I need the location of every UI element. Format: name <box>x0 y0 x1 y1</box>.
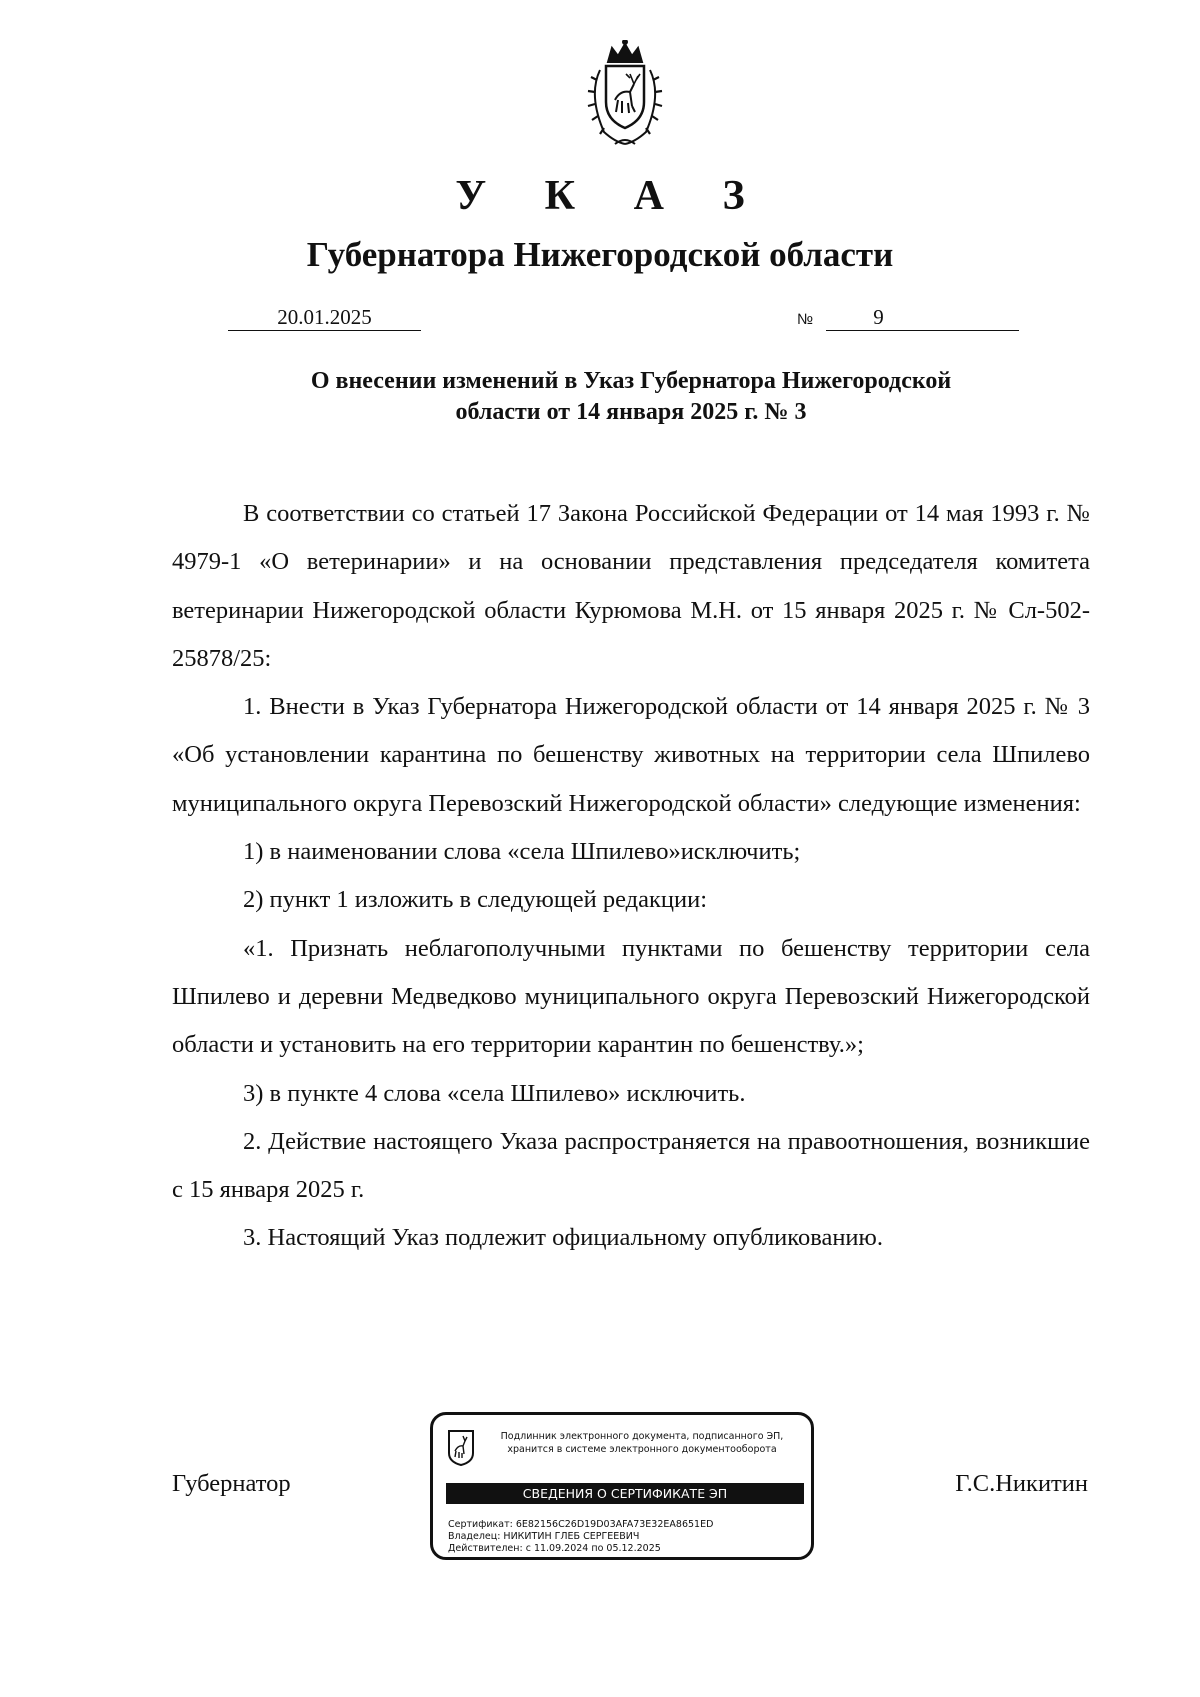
clause-1-item-2: 2) пункт 1 изложить в следующей редакции: <box>243 886 708 914</box>
document-type-title: У К А З <box>455 173 769 219</box>
coat-of-arms-icon <box>570 40 680 150</box>
document-number <box>826 304 1019 331</box>
signer-name: Г.С.Никитин <box>955 1470 1088 1497</box>
clause-1-item-3: 3) в пункте 4 слова «села Шпилево» исключить. <box>243 1079 746 1107</box>
certificate-details <box>448 1519 713 1555</box>
document-date <box>228 304 421 331</box>
document-date-value: 20.01.2025 <box>277 305 372 329</box>
clause-1-paragraph: 1. Внести в Указ Губернатора Нижегородской области от 14 января 2025 г. № 3 «Об установлении карантина по бешенству животных на территории села Шпилево муниципального округа Перевозский Нижегородской области» следующие изменения: <box>172 693 1090 817</box>
subject-line-2: области от 14 января 2025 г. № 3 <box>455 399 807 425</box>
certificate-owner: Владелец: НИКИТИН ГЛЕБ СЕРГЕЕВИЧ <box>448 1531 640 1542</box>
signer-position: Губернатор <box>172 1470 291 1497</box>
clause-3-paragraph: 3. Настоящий Указ подлежит официальному опубликованию. <box>243 1224 883 1252</box>
subject-line-1: О внесении изменений в Указ Губернатора Нижегородской <box>310 368 952 394</box>
document-body <box>172 490 1090 1263</box>
deer-shield-icon <box>447 1429 475 1466</box>
number-sign: № <box>797 311 814 328</box>
certificate-info-header: СВЕДЕНИЯ О СЕРТИФИКАТЕ ЭП <box>446 1483 804 1504</box>
electronic-signature-stamp <box>430 1412 814 1560</box>
certificate-validity: Действителен: с 11.09.2024 по 05.12.2025 <box>448 1543 661 1554</box>
clause-1-item-1: 1) в наименовании слова «села Шпилево»исключить; <box>243 838 801 866</box>
issuer-title: Губернатора Нижегородской области <box>306 235 894 274</box>
document-subject <box>0 366 1200 428</box>
document-number-value: 9 <box>873 305 884 329</box>
stamp-note-line-2: хранится в системе электронного документооборота <box>507 1444 777 1455</box>
stamp-note <box>483 1430 801 1456</box>
clause-1-item-2-text: «1. Признать неблагополучными пунктами по бешенству территории села Шпилево и деревни Медведково муниципального округа Перевозский Нижегородской области и установить на его территории карантин по бешенству.»; <box>172 934 1090 1059</box>
certificate-id: Сертификат: 6E82156C26D19D03AFA73E32EA8651ED <box>448 1519 714 1530</box>
preamble-paragraph: В соответствии со статьей 17 Закона Российской Федерации от 14 мая 1993 г. № 4979-1 «О ветеринарии» и на основании представления председателя комитета ветеринарии Нижегородской области Курюмова М.Н. от 15 января 2025 г. № Сл-502- 25878/25: <box>172 500 1090 672</box>
clause-2-paragraph: 2. Действие настоящего Указа распространяется на правоотношения, возникшие с 15 января 2025 г. <box>172 1127 1090 1204</box>
stamp-note-line-1: Подлинник электронного документа, подписанного ЭП, <box>500 1431 784 1442</box>
